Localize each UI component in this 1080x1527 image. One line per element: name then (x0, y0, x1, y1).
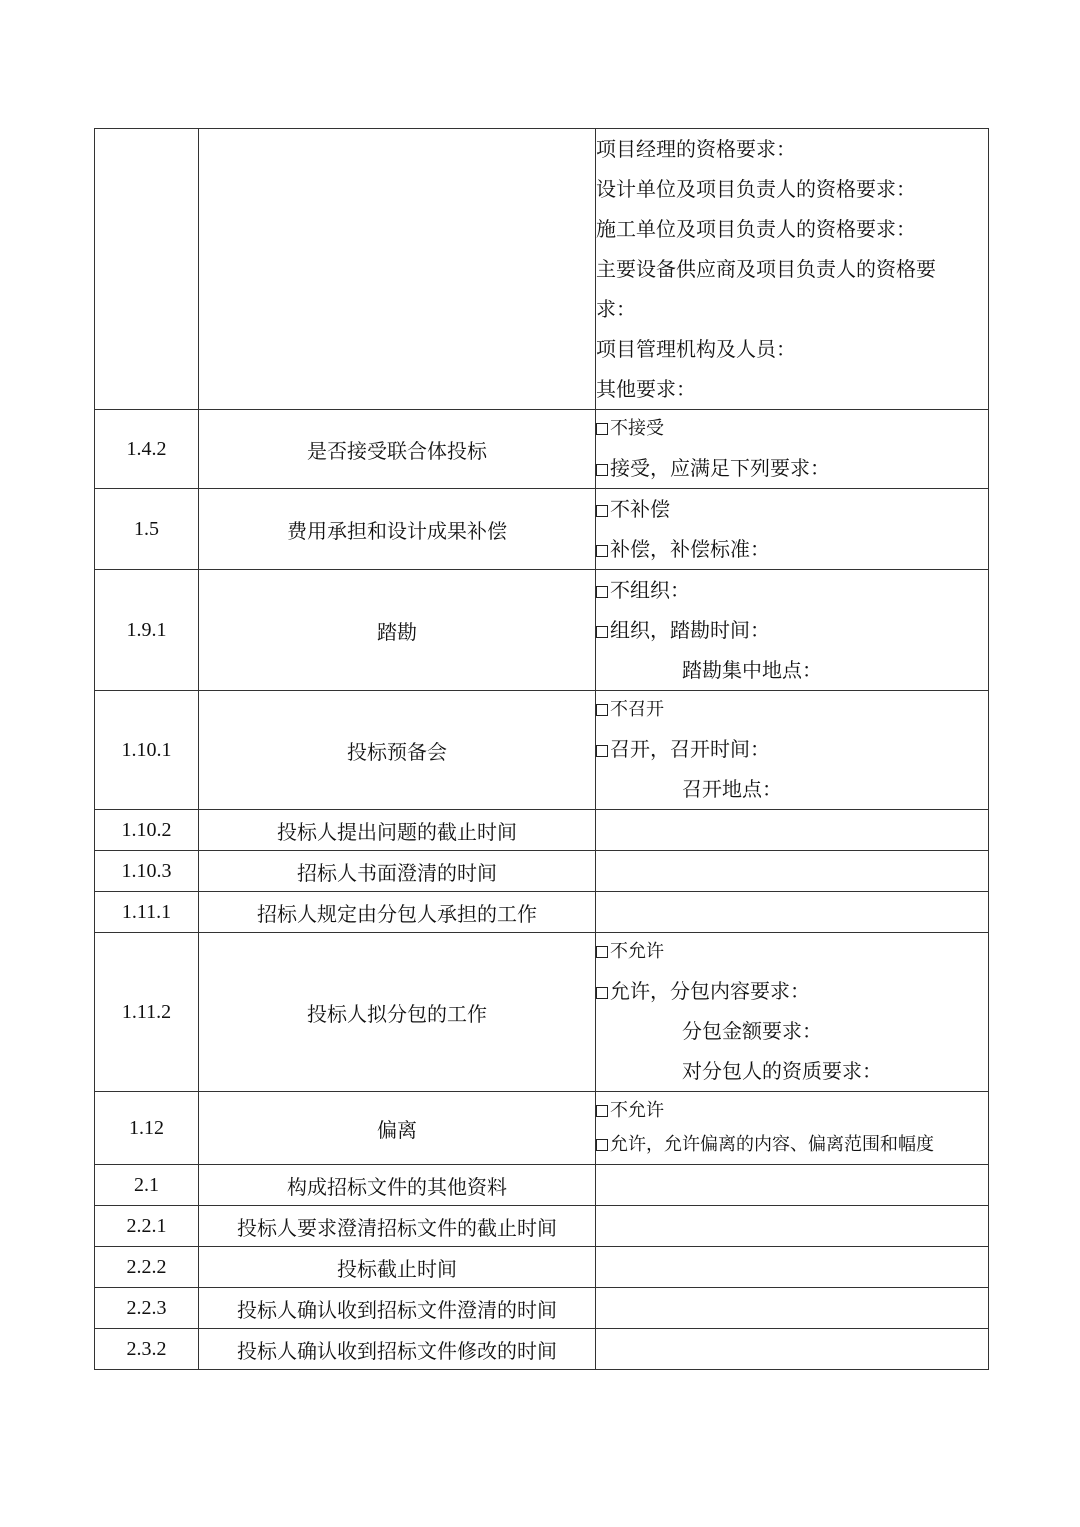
clause-content (596, 1329, 989, 1370)
clause-content (596, 810, 989, 851)
empty-checkbox-icon (596, 704, 608, 716)
content-line: 项目经理的资格要求： (596, 137, 796, 161)
option-label: 不允许 (610, 1100, 664, 1121)
content-line: 求： (596, 297, 636, 321)
option-line (596, 570, 988, 610)
empty-checkbox-icon (596, 987, 608, 999)
table-row (95, 129, 989, 410)
clause-item: 费用承担和设计成果补偿 (199, 489, 596, 570)
option-line (596, 691, 988, 729)
content-line: 其他要求： (596, 377, 696, 401)
table-row (95, 570, 989, 691)
table-row (95, 933, 989, 1092)
clause-item: 投标人提出问题的截止时间 (199, 810, 596, 851)
content-line: 对分包人的资质要求： (682, 1059, 882, 1083)
clause-number: 1.4.2 (95, 410, 199, 489)
clause-item (199, 129, 596, 410)
clause-item: 踏勘 (199, 570, 596, 691)
clause-item: 投标人确认收到招标文件澄清的时间 (199, 1288, 596, 1329)
clause-content (596, 129, 989, 410)
option-label: 不召开 (610, 699, 664, 720)
option-label: 允许，允许偏离的内容、偏离范围和幅度 (610, 1134, 934, 1155)
empty-checkbox-icon (596, 946, 608, 958)
option-label: 不补偿 (610, 497, 670, 521)
table-row (95, 1288, 989, 1329)
table-row (95, 489, 989, 570)
clause-item: 投标预备会 (199, 691, 596, 810)
table-row (95, 1329, 989, 1370)
empty-checkbox-icon (596, 586, 608, 598)
clause-item: 是否接受联合体投标 (199, 410, 596, 489)
empty-checkbox-icon (596, 745, 608, 757)
table-row (95, 691, 989, 810)
clause-item: 投标人要求澄清招标文件的截止时间 (199, 1206, 596, 1247)
table-row (95, 1247, 989, 1288)
clause-item: 构成招标文件的其他资料 (199, 1165, 596, 1206)
empty-checkbox-icon (596, 423, 608, 435)
table-row (95, 1092, 989, 1165)
content-line: 分包金额要求： (682, 1019, 822, 1043)
clause-content (596, 691, 989, 810)
content-line: 设计单位及项目负责人的资格要求： (596, 177, 916, 201)
option-line (596, 529, 988, 569)
option-label: 组织，踏勘时间： (610, 618, 770, 642)
clause-item: 偏离 (199, 1092, 596, 1165)
clause-content (596, 1092, 989, 1165)
clause-number: 1.11.2 (95, 933, 199, 1092)
clause-content (596, 1165, 989, 1206)
clause-number: 2.2.1 (95, 1206, 199, 1247)
table-row (95, 851, 989, 892)
clause-content (596, 489, 989, 570)
content-line: 主要设备供应商及项目负责人的资格要 (596, 257, 936, 281)
bidding-data-table (94, 128, 989, 1370)
table-row (95, 1165, 989, 1206)
clause-content (596, 851, 989, 892)
clause-number: 2.2.3 (95, 1288, 199, 1329)
option-label: 接受，应满足下列要求： (610, 456, 830, 480)
clause-number: 1.5 (95, 489, 199, 570)
table-row (95, 1206, 989, 1247)
content-line: 踏勘集中地点： (682, 658, 822, 682)
empty-checkbox-icon (596, 505, 608, 517)
empty-checkbox-icon (596, 1105, 608, 1117)
option-line (596, 729, 988, 769)
clause-number: 2.1 (95, 1165, 199, 1206)
option-line (596, 1094, 988, 1128)
option-label: 允许，分包内容要求： (610, 979, 810, 1003)
empty-checkbox-icon (596, 1139, 608, 1151)
table-row (95, 810, 989, 851)
clause-number: 1.9.1 (95, 570, 199, 691)
content-line: 召开地点： (682, 777, 782, 801)
content-line: 施工单位及项目负责人的资格要求： (596, 217, 916, 241)
clause-content (596, 933, 989, 1092)
clause-item: 投标人确认收到招标文件修改的时间 (199, 1329, 596, 1370)
clause-item: 投标人拟分包的工作 (199, 933, 596, 1092)
clause-content (596, 1206, 989, 1247)
option-label: 补偿，补偿标准： (610, 537, 770, 561)
option-line (596, 410, 988, 448)
clause-item: 招标人书面澄清的时间 (199, 851, 596, 892)
option-label: 召开，召开时间： (610, 737, 770, 761)
clause-item: 招标人规定由分包人承担的工作 (199, 892, 596, 933)
option-line (596, 448, 988, 488)
option-label: 不接受 (610, 418, 664, 439)
clause-content (596, 1247, 989, 1288)
option-line (596, 933, 988, 971)
clause-number: 1.11.1 (95, 892, 199, 933)
clause-content (596, 410, 989, 489)
empty-checkbox-icon (596, 464, 608, 476)
clause-number: 1.10.3 (95, 851, 199, 892)
content-line: 项目管理机构及人员： (596, 337, 796, 361)
clause-content (596, 892, 989, 933)
clause-number: 1.10.1 (95, 691, 199, 810)
option-line (596, 1128, 988, 1162)
clause-number: 2.2.2 (95, 1247, 199, 1288)
empty-checkbox-icon (596, 545, 608, 557)
clause-number: 1.12 (95, 1092, 199, 1165)
option-label: 不组织： (610, 578, 690, 602)
option-line (596, 610, 988, 650)
clause-content (596, 570, 989, 691)
clause-content (596, 1288, 989, 1329)
table-row (95, 410, 989, 489)
option-line (596, 489, 988, 529)
option-label: 不允许 (610, 941, 664, 962)
clause-item: 投标截止时间 (199, 1247, 596, 1288)
table-row (95, 892, 989, 933)
clause-number: 2.3.2 (95, 1329, 199, 1370)
empty-checkbox-icon (596, 626, 608, 638)
clause-number: 1.10.2 (95, 810, 199, 851)
clause-number (95, 129, 199, 410)
option-line (596, 971, 988, 1011)
